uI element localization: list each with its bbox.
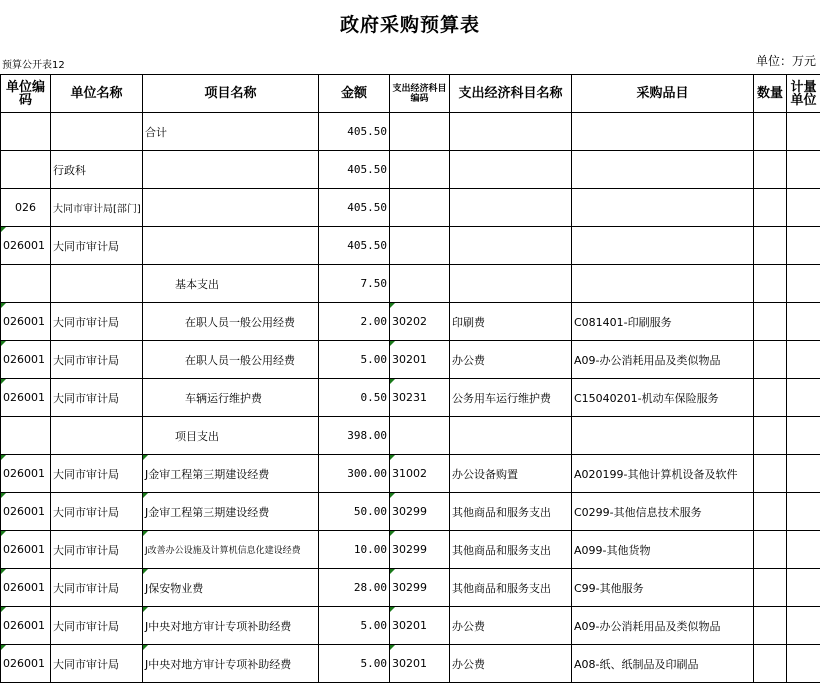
- cell-unit-code: 026001: [1, 569, 51, 607]
- cell-item: [572, 151, 754, 189]
- cell-measure-unit: [787, 341, 820, 379]
- cell-item: [572, 417, 754, 455]
- cell-qty: [754, 531, 787, 569]
- cell-amount: 398.00: [319, 417, 390, 455]
- cell-econ-name: 办公费: [450, 645, 572, 683]
- cell-qty: [754, 607, 787, 645]
- cell-econ-code: 30201: [390, 645, 450, 683]
- table-row: [1, 569, 820, 607]
- cell-econ-name: 其他商品和服务支出: [450, 569, 572, 607]
- cell-qty: [754, 227, 787, 265]
- cell-econ-name: 其他商品和服务支出: [450, 493, 572, 531]
- cell-econ-code: 30201: [390, 607, 450, 645]
- cell-project-name: J金审工程第三期建设经费: [143, 493, 319, 531]
- cell-qty: [754, 303, 787, 341]
- cell-econ-code: 30201: [390, 341, 450, 379]
- cell-unit-name: 行政科: [51, 151, 143, 189]
- cell-project-name: 在职人员一般公用经费: [143, 341, 319, 379]
- table-row: [1, 113, 820, 151]
- cell-econ-name: 办公费: [450, 341, 572, 379]
- header-item: 采购品目: [572, 75, 754, 113]
- cell-measure-unit: [787, 265, 820, 303]
- cell-econ-name: 公务用车运行维护费: [450, 379, 572, 417]
- cell-econ-code: [390, 417, 450, 455]
- cell-unit-name: 大同市审计局: [51, 341, 143, 379]
- cell-project-name: [143, 151, 319, 189]
- cell-item: C15040201-机动车保险服务: [572, 379, 754, 417]
- cell-unit-name: [51, 265, 143, 303]
- cell-item: A099-其他货物: [572, 531, 754, 569]
- cell-amount: 5.00: [319, 607, 390, 645]
- cell-unit-name: 大同市审计局: [51, 379, 143, 417]
- cell-amount: 7.50: [319, 265, 390, 303]
- cell-project-name: 合计: [143, 113, 319, 151]
- table-row: [1, 645, 820, 683]
- cell-unit-code: 026001: [1, 455, 51, 493]
- cell-amount: 28.00: [319, 569, 390, 607]
- cell-econ-name: 办公费: [450, 607, 572, 645]
- cell-measure-unit: [787, 493, 820, 531]
- cell-econ-name: [450, 265, 572, 303]
- header-qty: 数量: [754, 75, 787, 113]
- header-econ-code: 支出经济科目编码: [390, 75, 450, 113]
- cell-econ-code: 30299: [390, 531, 450, 569]
- header-row: [1, 75, 820, 113]
- cell-econ-name: [450, 417, 572, 455]
- table-row: [1, 531, 820, 569]
- table-row: [1, 493, 820, 531]
- cell-unit-name: 大同市审计局: [51, 531, 143, 569]
- cell-item: A09-办公消耗用品及类似物品: [572, 341, 754, 379]
- cell-econ-code: 30231: [390, 379, 450, 417]
- cell-econ-name: 其他商品和服务支出: [450, 531, 572, 569]
- table-row: [1, 341, 820, 379]
- cell-item: [572, 189, 754, 227]
- cell-amount: 5.00: [319, 645, 390, 683]
- cell-unit-code: [1, 417, 51, 455]
- cell-unit-code: 026001: [1, 493, 51, 531]
- cell-econ-name: [450, 113, 572, 151]
- cell-qty: [754, 455, 787, 493]
- cell-unit-name: 大同市审计局: [51, 645, 143, 683]
- table-row: [1, 303, 820, 341]
- cell-unit-code: 026001: [1, 645, 51, 683]
- cell-unit-name: 大同市审计局[部门]: [51, 189, 143, 227]
- cell-item: [572, 265, 754, 303]
- table-row: [1, 607, 820, 645]
- cell-measure-unit: [787, 417, 820, 455]
- cell-unit-code: 026: [1, 189, 51, 227]
- table-row: [1, 227, 820, 265]
- cell-measure-unit: [787, 151, 820, 189]
- cell-unit-name: 大同市审计局: [51, 227, 143, 265]
- cell-item: A08-纸、纸制品及印刷品: [572, 645, 754, 683]
- cell-item: C0299-其他信息技术服务: [572, 493, 754, 531]
- cell-amount: 50.00: [319, 493, 390, 531]
- cell-qty: [754, 493, 787, 531]
- cell-qty: [754, 341, 787, 379]
- cell-unit-name: [51, 417, 143, 455]
- cell-econ-code: [390, 113, 450, 151]
- table-row: [1, 151, 820, 189]
- cell-qty: [754, 151, 787, 189]
- cell-unit-code: [1, 265, 51, 303]
- table-code: 预算公开表12: [2, 60, 65, 71]
- cell-econ-code: 30299: [390, 569, 450, 607]
- cell-project-name: 在职人员一般公用经费: [143, 303, 319, 341]
- cell-project-name: [143, 189, 319, 227]
- unit-label: 单位：万元: [755, 54, 816, 68]
- table-row: [1, 379, 820, 417]
- cell-amount: 5.00: [319, 341, 390, 379]
- cell-project-name: J保安物业费: [143, 569, 319, 607]
- header-unit-code: 单位编码: [1, 75, 51, 113]
- cell-amount: 405.50: [319, 189, 390, 227]
- cell-measure-unit: [787, 645, 820, 683]
- table-row: [1, 417, 820, 455]
- cell-amount: 405.50: [319, 227, 390, 265]
- cell-amount: 300.00: [319, 455, 390, 493]
- cell-qty: [754, 265, 787, 303]
- cell-project-name: J改善办公设施及计算机信息化建设经费: [143, 531, 319, 569]
- cell-project-name: 基本支出: [143, 265, 319, 303]
- table-row: [1, 455, 820, 493]
- header-econ-name: 支出经济科目名称: [450, 75, 572, 113]
- cell-econ-code: 30299: [390, 493, 450, 531]
- cell-amount: 10.00: [319, 531, 390, 569]
- cell-measure-unit: [787, 303, 820, 341]
- header-unit-name: 单位名称: [51, 75, 143, 113]
- table-row: [1, 189, 820, 227]
- header-project-name: 项目名称: [143, 75, 319, 113]
- cell-item: [572, 227, 754, 265]
- cell-measure-unit: [787, 189, 820, 227]
- cell-item: C99-其他服务: [572, 569, 754, 607]
- cell-item: A020199-其他计算机设备及软件: [572, 455, 754, 493]
- cell-unit-name: [51, 113, 143, 151]
- cell-unit-code: 026001: [1, 531, 51, 569]
- cell-econ-name: [450, 189, 572, 227]
- cell-project-name: J中央对地方审计专项补助经费: [143, 645, 319, 683]
- cell-econ-code: [390, 189, 450, 227]
- cell-econ-name: [450, 227, 572, 265]
- cell-econ-code: [390, 151, 450, 189]
- cell-qty: [754, 645, 787, 683]
- cell-measure-unit: [787, 227, 820, 265]
- cell-project-name: 项目支出: [143, 417, 319, 455]
- header-measure-unit: 计量单位: [787, 75, 820, 113]
- cell-econ-code: 30202: [390, 303, 450, 341]
- cell-unit-name: 大同市审计局: [51, 569, 143, 607]
- cell-unit-name: 大同市审计局: [51, 303, 143, 341]
- cell-unit-name: 大同市审计局: [51, 455, 143, 493]
- cell-measure-unit: [787, 607, 820, 645]
- cell-unit-code: 026001: [1, 379, 51, 417]
- cell-measure-unit: [787, 531, 820, 569]
- cell-qty: [754, 417, 787, 455]
- cell-project-name: [143, 227, 319, 265]
- cell-project-name: J中央对地方审计专项补助经费: [143, 607, 319, 645]
- cell-project-name: 车辆运行维护费: [143, 379, 319, 417]
- cell-amount: 405.50: [319, 151, 390, 189]
- cell-item: A09-办公消耗用品及类似物品: [572, 607, 754, 645]
- cell-qty: [754, 189, 787, 227]
- cell-qty: [754, 113, 787, 151]
- cell-item: C081401-印刷服务: [572, 303, 754, 341]
- cell-unit-name: 大同市审计局: [51, 493, 143, 531]
- cell-measure-unit: [787, 455, 820, 493]
- cell-measure-unit: [787, 569, 820, 607]
- cell-project-name: J金审工程第三期建设经费: [143, 455, 319, 493]
- cell-econ-code: [390, 265, 450, 303]
- cell-measure-unit: [787, 113, 820, 151]
- cell-item: [572, 113, 754, 151]
- cell-econ-code: 31002: [390, 455, 450, 493]
- cell-unit-code: 026001: [1, 303, 51, 341]
- cell-unit-name: 大同市审计局: [51, 607, 143, 645]
- cell-amount: 2.00: [319, 303, 390, 341]
- cell-unit-code: 026001: [1, 607, 51, 645]
- cell-unit-code: 026001: [1, 227, 51, 265]
- table-row: [1, 265, 820, 303]
- cell-econ-code: [390, 227, 450, 265]
- procurement-budget-table: [0, 74, 820, 683]
- page-title: 政府采购预算表: [339, 14, 480, 36]
- cell-econ-name: 印刷费: [450, 303, 572, 341]
- cell-measure-unit: [787, 379, 820, 417]
- cell-unit-code: [1, 113, 51, 151]
- cell-econ-name: [450, 151, 572, 189]
- cell-amount: 405.50: [319, 113, 390, 151]
- cell-unit-code: [1, 151, 51, 189]
- cell-qty: [754, 379, 787, 417]
- cell-unit-code: 026001: [1, 341, 51, 379]
- cell-qty: [754, 569, 787, 607]
- cell-econ-name: 办公设备购置: [450, 455, 572, 493]
- cell-amount: 0.50: [319, 379, 390, 417]
- header-amount: 金额: [319, 75, 390, 113]
